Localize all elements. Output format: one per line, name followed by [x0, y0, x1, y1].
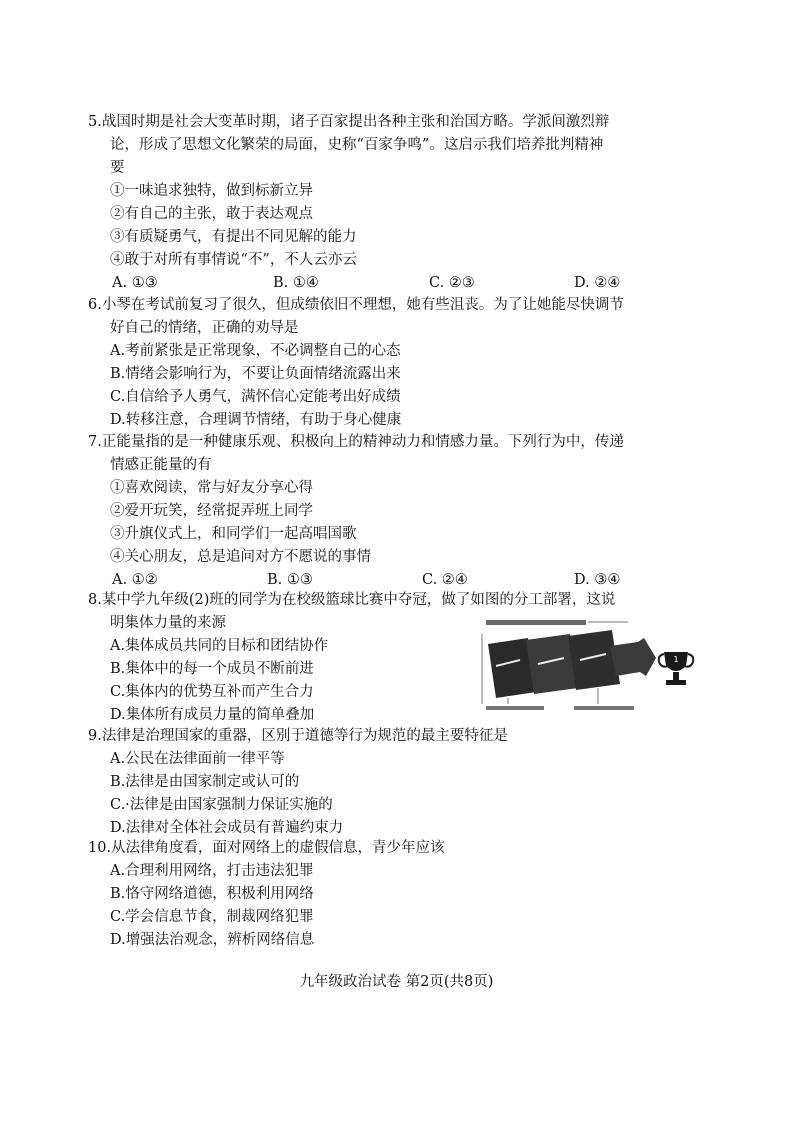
page-footer: 九年级政治试卷 第2页(共8页) — [299, 974, 494, 990]
figure-caption-bottom — [574, 706, 634, 710]
option-d: D.集体所有成员力量的简单叠加 — [110, 707, 315, 723]
statement-item: ③有质疑勇气，有提出不同见解的能力 — [110, 229, 357, 245]
choice-c: C. ②③ — [429, 275, 475, 291]
option-b: B.集体中的每一个成员不断前进 — [110, 661, 314, 677]
choice-row — [112, 273, 712, 293]
statement-item: ②有自己的主张，敢于表达观点 — [110, 206, 313, 222]
option-d: D.法律对全体社会成员有普遍约束力 — [110, 820, 344, 836]
statement-item: ④关心朋友，总是追问对方不愿说的事情 — [110, 549, 371, 565]
question-stem-cont: 情感正能量的有 — [110, 457, 212, 473]
option-c: C.集体内的优势互补而产生合力 — [110, 684, 314, 700]
option-b: B.恪守网络道德，积极利用网络 — [110, 886, 314, 902]
choice-d: D. ②④ — [574, 275, 621, 291]
choice-b: B. ①④ — [273, 275, 319, 291]
question-stem: 10.从法律角度看，面对网络上的虚假信息，青少年应该 — [88, 840, 445, 856]
figure-caption-top — [486, 620, 586, 625]
choice-row — [112, 570, 712, 590]
option-d: D.增强法治观念，辨析网络信息 — [110, 932, 315, 948]
question-stem-cont: 好自己的情绪，正确的劝导是 — [110, 320, 299, 336]
choice-c: C. ②④ — [422, 572, 468, 588]
option-b: B.情绪会影响行为，不要让负面情绪流露出来 — [110, 366, 401, 382]
choice-a: A. ①③ — [112, 275, 158, 291]
statement-item: ①喜欢阅读，常与好友分享心得 — [110, 480, 313, 496]
option-c: C.·法律是由国家强制力保证实施的 — [110, 797, 333, 813]
option-c: C.自信给予人勇气，满怀信心定能考出好成绩 — [110, 389, 401, 405]
statement-item: ②爱开玩笑，经常捉弄班上同学 — [110, 503, 313, 519]
option-a: A.公民在法律面前一律平等 — [110, 751, 285, 767]
choice-b: B. ①③ — [267, 572, 313, 588]
question-stem-cont: 明集体力量的来源 — [110, 615, 226, 631]
team-division-figure — [478, 614, 730, 718]
option-b: B.法律是由国家制定或认可的 — [110, 774, 300, 790]
player-block-3 — [568, 630, 620, 690]
figure-caption-bottom — [486, 706, 544, 710]
question-stem: 5.战国时期是社会大变革时期，诸子百家提出各种主张和治国方略。学派间激烈辩 — [88, 114, 610, 130]
statement-item: ④敢于对所有事情说“不”，不人云亦云 — [110, 252, 357, 268]
question-stem: 9.法律是治理国家的重器，区别于道德等行为规范的最主要特征是 — [88, 728, 508, 744]
statement-item: ③升旗仪式上，和同学们一起高唱国歌 — [110, 526, 357, 542]
svg-text:1: 1 — [673, 655, 679, 664]
option-a: A.集体成员共同的目标和团结协作 — [110, 638, 329, 654]
option-a: A.考前紧张是正常现象，不必调整自己的心态 — [110, 343, 401, 359]
choice-a: A. ①② — [112, 572, 158, 588]
statement-item: ①一味追求独特，做到标新立异 — [110, 183, 313, 199]
question-stem-cont: 论，形成了思想文化繁荣的局面，史称“百家争鸣”。这启示我们培养批判精神 — [110, 137, 604, 153]
question-stem: 8.某中学九年级(2)班的同学为在校级篮球比赛中夺冠，做了如图的分工部署，这说 — [88, 592, 616, 608]
question-stem: 7.正能量指的是一种健康乐观、积极向上的精神动力和情感力量。下列行为中，传递 — [88, 434, 624, 450]
option-a: A.合理利用网络，打击违法犯罪 — [110, 863, 314, 879]
option-d: D.转移注意，合理调节情绪，有助于身心健康 — [110, 412, 402, 428]
question-stem: 6.小琴在考试前复习了很久，但成绩依旧不理想，她有些沮丧。为了让她能尽快调节 — [88, 297, 624, 313]
option-c: C.学会信息节食，制裁网络犯罪 — [110, 909, 314, 925]
question-stem-cont: 要 — [110, 160, 125, 176]
choice-d: D. ③④ — [574, 572, 621, 588]
